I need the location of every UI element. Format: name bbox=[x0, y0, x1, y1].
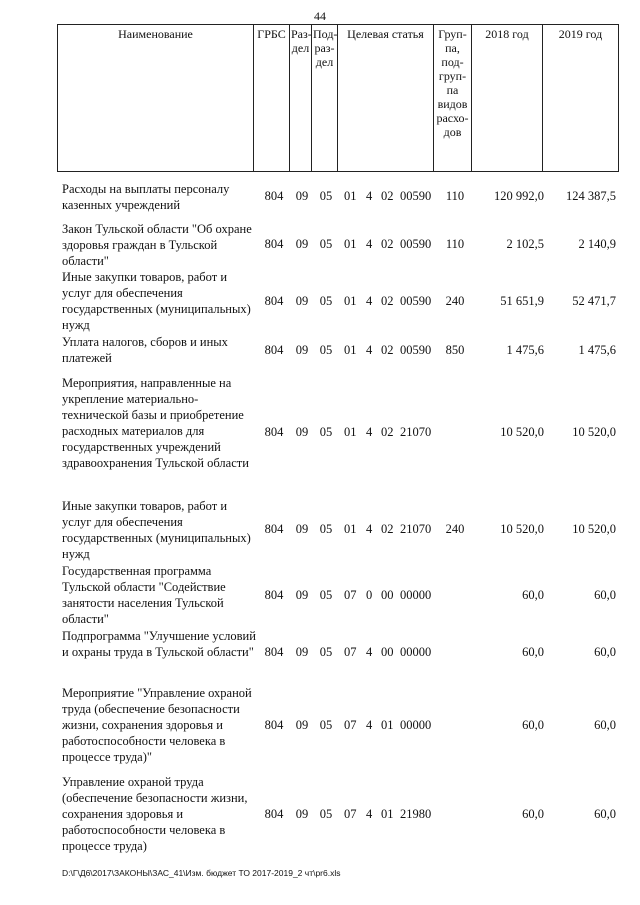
row-2019: 60,0 bbox=[594, 718, 616, 732]
row-cs-main: 02 bbox=[381, 294, 394, 308]
row-2018: 51 651,9 bbox=[500, 294, 544, 308]
row-cs-program: 01 bbox=[344, 294, 357, 308]
row-2018: 2 102,5 bbox=[506, 237, 544, 251]
header-2019: 2019 год bbox=[543, 25, 619, 172]
row-razdel: 09 bbox=[295, 294, 309, 308]
header-celevaya: Целевая статья bbox=[338, 25, 434, 172]
row-2018: 1 475,6 bbox=[506, 343, 544, 357]
row-name: Подпрограмма "Улучшение условий и охраны труда в Тульской области" bbox=[62, 629, 256, 659]
row-cs-direction: 00590 bbox=[400, 294, 432, 308]
row-cs-program: 01 bbox=[344, 189, 357, 203]
row-cs-main: 00 bbox=[381, 645, 394, 659]
row-grbs: 804 bbox=[264, 425, 284, 439]
row-cs-direction: 21070 bbox=[400, 522, 432, 536]
row-cs-main: 01 bbox=[381, 807, 394, 821]
row-podrazdel: 05 bbox=[319, 645, 333, 659]
row-podrazdel: 05 bbox=[319, 343, 333, 357]
row-2018: 60,0 bbox=[522, 718, 544, 732]
row-cs-sub: 4 bbox=[366, 522, 373, 536]
row-grbs: 804 bbox=[264, 189, 284, 203]
row-cs-main: 02 bbox=[381, 189, 394, 203]
row-podrazdel: 05 bbox=[319, 189, 333, 203]
row-grbs: 804 bbox=[264, 588, 284, 602]
row-2019: 10 520,0 bbox=[572, 425, 616, 439]
row-name: Мероприятия, направленные на укрепление материально-технической базы и приобретение расходных материалов для государственных учреждений здравоохранения Тульской области bbox=[62, 376, 249, 470]
row-name: Закон Тульской области "Об охране здоровья граждан в Тульской области" bbox=[62, 222, 252, 268]
row-name: Государственная программа Тульской области "Содействие занятости населения Тульской области" bbox=[62, 564, 226, 626]
row-razdel: 09 bbox=[295, 807, 309, 821]
row-cs-sub: 4 bbox=[366, 425, 373, 439]
row-2019: 60,0 bbox=[594, 588, 616, 602]
row-2018: 10 520,0 bbox=[500, 425, 544, 439]
row-cs-main: 00 bbox=[381, 588, 394, 602]
row-name: Мероприятие "Управление охраной труда (обеспечение безопасности жизни, сохранения здоровья и работоспособности человека в процессе труда)" bbox=[62, 686, 252, 764]
row-razdel: 09 bbox=[295, 237, 309, 251]
header-vid: Груп- па, под- груп- па видов расхо- дов bbox=[434, 25, 472, 172]
header-podrazdel: Под- раз- дел bbox=[312, 25, 338, 172]
row-grbs: 804 bbox=[264, 718, 284, 732]
row-cs-sub: 4 bbox=[366, 718, 373, 732]
row-razdel: 09 bbox=[295, 522, 309, 536]
row-name: Уплата налогов, сборов и иных платежей bbox=[62, 335, 228, 365]
row-razdel: 09 bbox=[295, 189, 309, 203]
row-cs-main: 02 bbox=[381, 343, 394, 357]
row-2019: 52 471,7 bbox=[572, 294, 616, 308]
row-cs-program: 01 bbox=[344, 425, 357, 439]
row-cs-sub: 4 bbox=[366, 807, 373, 821]
row-2018: 10 520,0 bbox=[500, 522, 544, 536]
row-cs-sub: 4 bbox=[366, 343, 373, 357]
row-vid: 110 bbox=[445, 189, 465, 203]
row-cs-direction: 00000 bbox=[400, 718, 432, 732]
header-grbs: ГРБС bbox=[254, 25, 290, 172]
row-podrazdel: 05 bbox=[319, 425, 333, 439]
row-2019: 60,0 bbox=[594, 645, 616, 659]
row-cs-direction: 21070 bbox=[400, 425, 432, 439]
row-razdel: 09 bbox=[295, 645, 309, 659]
row-cs-direction: 00590 bbox=[400, 343, 432, 357]
row-grbs: 804 bbox=[264, 294, 284, 308]
table-header bbox=[57, 24, 619, 172]
row-2018: 120 992,0 bbox=[494, 189, 544, 203]
row-razdel: 09 bbox=[295, 425, 309, 439]
header-razdel: Раз- дел bbox=[290, 25, 312, 172]
row-2019: 60,0 bbox=[594, 807, 616, 821]
row-cs-program: 07 bbox=[344, 588, 357, 602]
row-razdel: 09 bbox=[295, 588, 309, 602]
row-grbs: 804 bbox=[264, 645, 284, 659]
row-razdel: 09 bbox=[295, 343, 309, 357]
row-name: Управление охраной труда (обеспечение безопасности жизни, сохранения здоровья и работоспособности человека в процессе труда) bbox=[62, 775, 248, 853]
row-grbs: 804 bbox=[264, 522, 284, 536]
page-number: 44 bbox=[314, 9, 326, 23]
row-cs-program: 01 bbox=[344, 237, 357, 251]
row-cs-sub: 0 bbox=[366, 588, 373, 602]
row-name: Расходы на выплаты персоналу казенных учреждений bbox=[62, 182, 230, 212]
row-name: Иные закупки товаров, работ и услуг для обеспечения государственных (муниципальных) нужд bbox=[62, 499, 251, 561]
row-vid: 240 bbox=[445, 294, 465, 308]
row-cs-direction: 00000 bbox=[400, 645, 432, 659]
row-cs-sub: 4 bbox=[366, 237, 373, 251]
row-cs-direction: 21980 bbox=[400, 807, 432, 821]
row-2019: 2 140,9 bbox=[578, 237, 616, 251]
row-2018: 60,0 bbox=[522, 645, 544, 659]
row-2019: 10 520,0 bbox=[572, 522, 616, 536]
row-podrazdel: 05 bbox=[319, 807, 333, 821]
row-cs-program: 07 bbox=[344, 718, 357, 732]
row-cs-program: 01 bbox=[344, 522, 357, 536]
row-cs-main: 02 bbox=[381, 522, 394, 536]
row-cs-program: 07 bbox=[344, 645, 357, 659]
row-cs-program: 07 bbox=[344, 807, 357, 821]
row-podrazdel: 05 bbox=[319, 522, 333, 536]
row-2019: 124 387,5 bbox=[566, 189, 616, 203]
row-grbs: 804 bbox=[264, 807, 284, 821]
row-razdel: 09 bbox=[295, 718, 309, 732]
row-grbs: 804 bbox=[264, 237, 284, 251]
row-cs-main: 01 bbox=[381, 718, 394, 732]
row-cs-sub: 4 bbox=[366, 294, 373, 308]
file-path-footer: D:\Г\Д6\2017\ЗАКОНЫ\ЗАС_41\Изм. бюджет ТО 2017-2019_2 чт\pr6.xls bbox=[62, 868, 341, 878]
row-grbs: 804 bbox=[264, 343, 284, 357]
row-2018: 60,0 bbox=[522, 807, 544, 821]
row-name: Иные закупки товаров, работ и услуг для обеспечения государственных (муниципальных) нужд bbox=[62, 270, 251, 332]
header-name: Наименование bbox=[58, 25, 254, 172]
row-cs-main: 02 bbox=[381, 425, 394, 439]
row-cs-direction: 00590 bbox=[400, 237, 432, 251]
row-vid: 850 bbox=[445, 343, 465, 357]
row-vid: 110 bbox=[445, 237, 465, 251]
row-cs-main: 02 bbox=[381, 237, 394, 251]
row-podrazdel: 05 bbox=[319, 718, 333, 732]
row-2018: 60,0 bbox=[522, 588, 544, 602]
row-cs-sub: 4 bbox=[366, 189, 373, 203]
row-vid: 240 bbox=[445, 522, 465, 536]
header-2018: 2018 год bbox=[472, 25, 543, 172]
row-cs-sub: 4 bbox=[366, 645, 373, 659]
row-podrazdel: 05 bbox=[319, 294, 333, 308]
row-cs-program: 01 bbox=[344, 343, 357, 357]
row-cs-direction: 00000 bbox=[400, 588, 432, 602]
row-podrazdel: 05 bbox=[319, 588, 333, 602]
row-cs-direction: 00590 bbox=[400, 189, 432, 203]
row-2019: 1 475,6 bbox=[578, 343, 616, 357]
row-podrazdel: 05 bbox=[319, 237, 333, 251]
